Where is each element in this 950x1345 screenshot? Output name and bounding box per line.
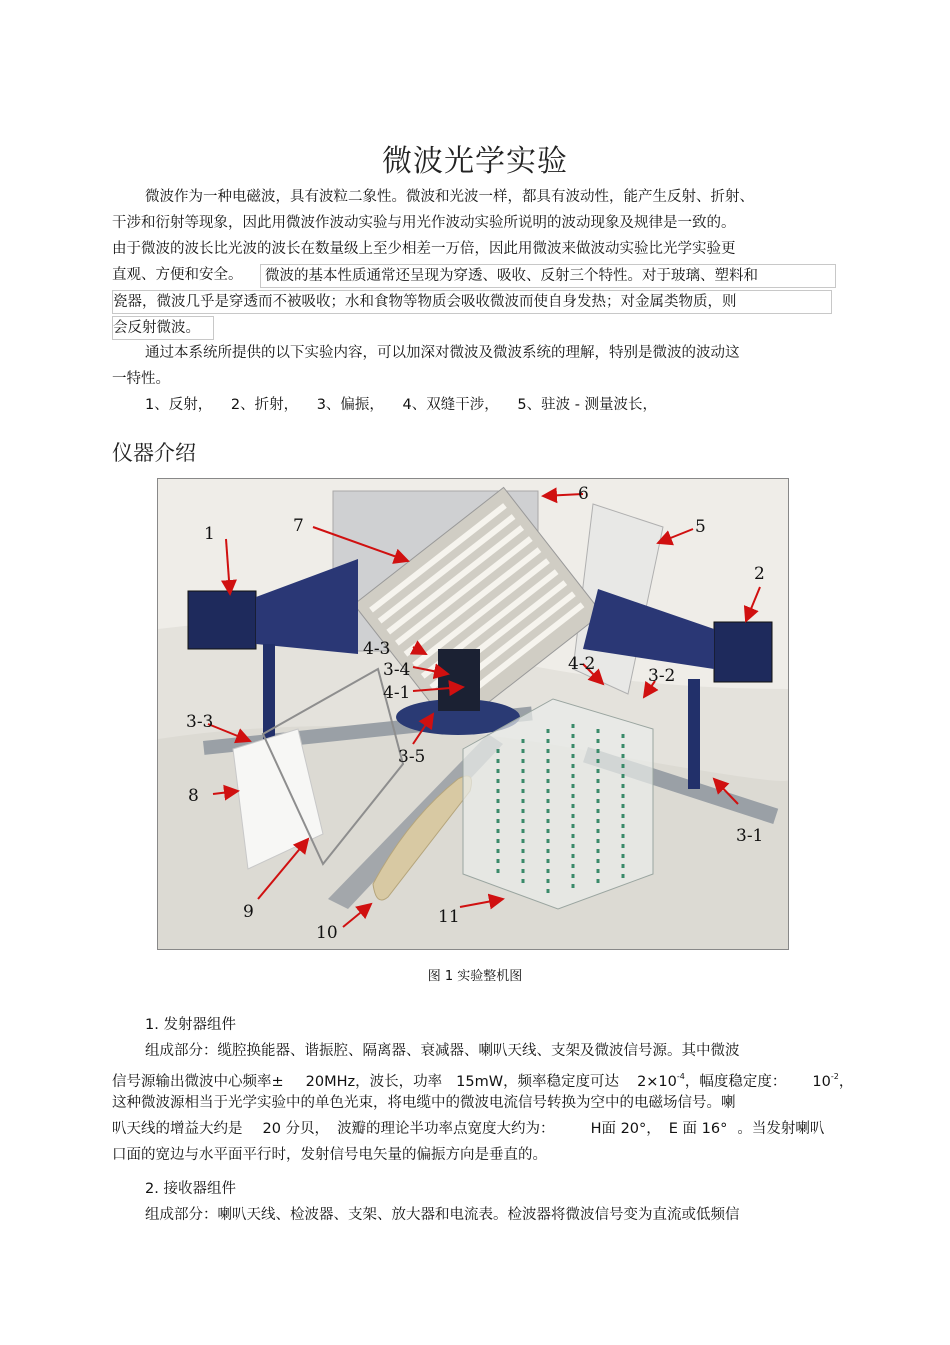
para2-line-2: 一特性。	[112, 371, 170, 387]
figure-label-11: 11	[438, 907, 460, 927]
item1-stability-value: 2×10	[637, 1074, 677, 1090]
item1-freq-text: 信号源输出微波中心频率±	[112, 1074, 284, 1090]
item1-line-1: 组成部分：缆腔换能器、谐振腔、隔离器、衰减器、喇叭天线、支架及微波信号源。其中微波	[145, 1043, 740, 1059]
item1-amplitude-value: 10	[812, 1074, 831, 1090]
experiment-2: 2、折射，	[230, 397, 299, 413]
item1-beam-text: 波瓣的理论半功率点宽度大约为：	[337, 1121, 555, 1137]
item1-line-4	[112, 1118, 824, 1140]
item1-power-text: ，波长，功率	[355, 1074, 443, 1090]
intro-line-5: 微波的基本性质通常还呈现为穿透、吸收、反射三个特性。对于玻璃、塑料和	[260, 264, 836, 288]
item1-gain-value: 20 分贝，	[262, 1121, 330, 1137]
intro-line-3: 由于微波的波长比光波的波长在数量级上至少相差一万倍，因此用微波来做波动实验比光学实验更	[112, 241, 736, 257]
apparatus-photo	[157, 478, 789, 950]
item1-comma: ，	[838, 1074, 854, 1090]
experiment-3: 3、偏振，	[316, 397, 384, 413]
figure-caption: 图 1 实验整机图	[427, 969, 523, 984]
figure-label-10: 10	[316, 923, 338, 943]
figure-label-1: 1	[204, 524, 215, 544]
experiment-1: 1、反射，	[145, 397, 213, 413]
figure-label-6: 6	[578, 484, 589, 504]
item2-heading: 2. 接收器组件	[145, 1181, 236, 1197]
figure-label-2: 2	[754, 564, 765, 584]
item1-stability-exp: -4	[676, 1072, 685, 1081]
item2-line-1: 组成部分：喇叭天线、检波器、支架、放大器和电流表。检波器将微波信号变为直流或低频信	[145, 1207, 740, 1223]
experiment-list	[145, 394, 657, 416]
section-heading: 仪器介绍	[112, 441, 196, 465]
figure-label-4-1: 4-1	[383, 683, 411, 703]
item1-amplitude-text: ，幅度稳定度：	[684, 1074, 787, 1090]
item1-freq-value: 20MHz	[305, 1074, 356, 1090]
figure-label-4-3: 4-3	[363, 639, 391, 659]
item1-line-2	[112, 1066, 854, 1093]
item1-h-plane: H面 20°，	[590, 1121, 661, 1137]
item1-amplitude-exp: -2	[830, 1072, 839, 1081]
para2-line-1: 通过本系统所提供的以下实验内容，可以加深对微波及微波系统的理解，特别是微波的波动这	[145, 345, 740, 361]
item1-line-3: 这种微波源相当于光学实验中的单色光束，将电缆中的微波电流信号转换为空中的电磁场信号。喇	[112, 1095, 736, 1111]
apparatus-illustration	[158, 479, 788, 949]
experiment-5: 5、驻波 - 测量波长，	[517, 397, 658, 413]
item1-power-value: 15mW	[456, 1074, 504, 1090]
item1-line-5: 口面的宽边与水平面平行时，发射信号电矢量的偏振方向是垂直的。	[112, 1147, 547, 1163]
intro-line-2: 干涉和衍射等现象，因此用微波作波动实验与用光作波动实验所说明的波动现象及规律是一致的。	[112, 215, 736, 231]
figure-label-3-3: 3-3	[186, 712, 214, 732]
experiment-4: 4、双缝干涉，	[402, 397, 499, 413]
figure-label-3-2: 3-2	[648, 666, 676, 686]
intro-line-7: 会反射微波。	[112, 316, 214, 340]
item1-horn-text: 。当发射喇叭	[737, 1121, 825, 1137]
item1-gain-text: 叭天线的增益大约是	[112, 1121, 243, 1137]
item1-stability-text: ，频率稳定度可达	[503, 1074, 620, 1090]
figure-label-4-2: 4-2	[568, 654, 596, 674]
figure-label-5: 5	[695, 517, 706, 537]
intro-line-6: 瓷器，微波几乎是穿透而不被吸收；水和食物等物质会吸收微波而使自身发热；对金属类物质，则	[112, 290, 832, 314]
intro-line-1: 微波作为一种电磁波，具有波粒二象性。微波和光波一样，都具有波动性，能产生反射、折射、	[145, 189, 754, 205]
figure-label-3-4: 3-4	[383, 660, 411, 680]
page-title: 微波光学实验	[382, 144, 568, 179]
figure-label-8: 8	[188, 786, 199, 806]
item1-heading: 1. 发射器组件	[145, 1017, 236, 1033]
intro-line-4: 直观、方便和安全。	[112, 267, 243, 283]
figure-label-7: 7	[293, 516, 304, 536]
figure-label-3-5: 3-5	[398, 747, 426, 767]
figure-label-3-1: 3-1	[736, 826, 764, 846]
figure-label-9: 9	[243, 902, 254, 922]
item1-e-plane: E 面 16°	[668, 1121, 728, 1137]
